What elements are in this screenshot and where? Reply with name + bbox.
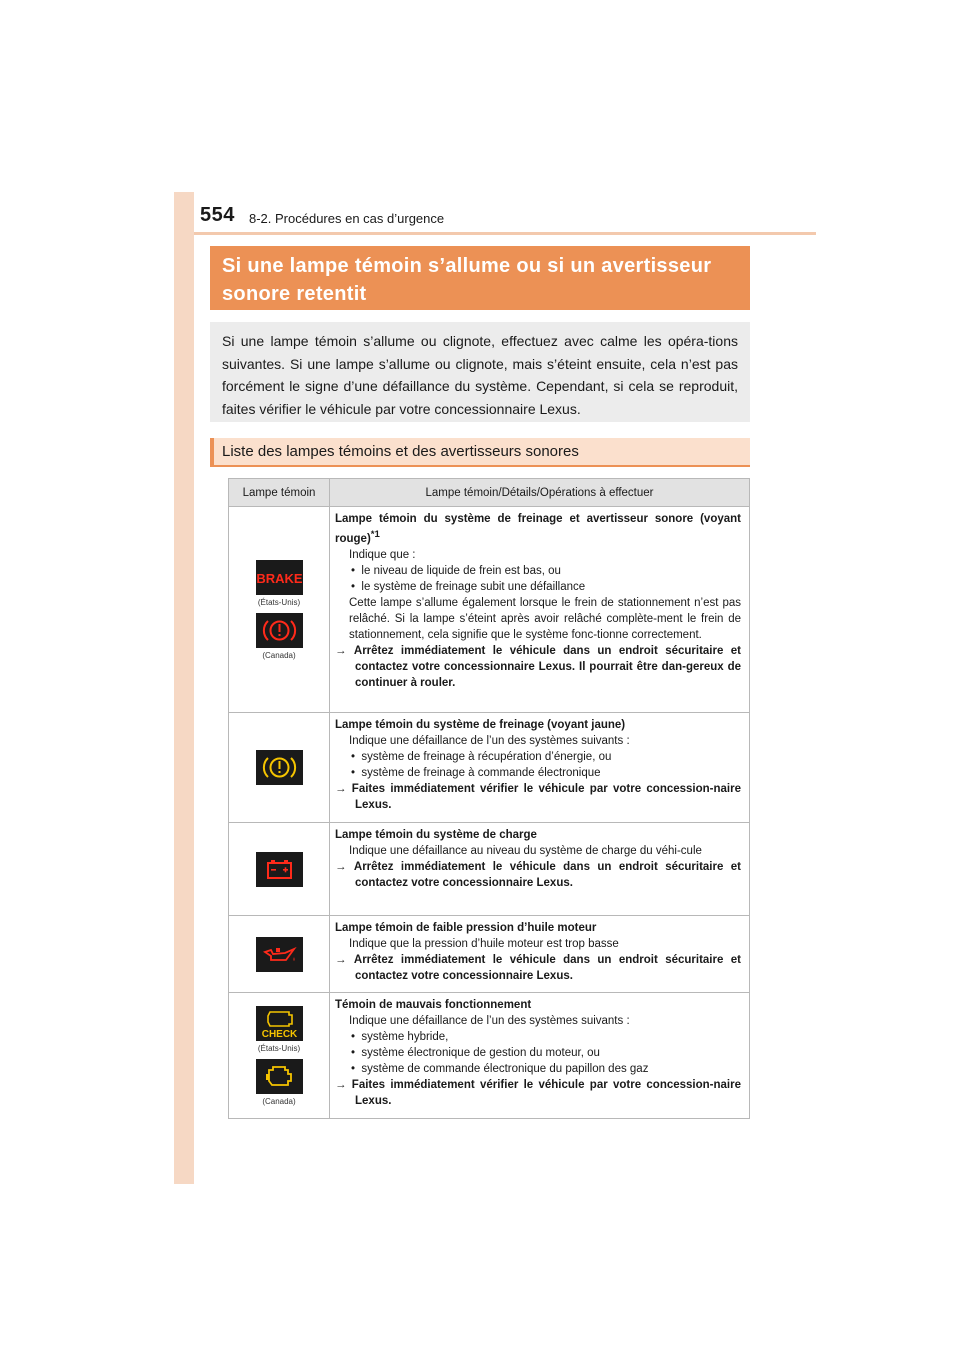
list-item: • système hybride, xyxy=(351,1031,449,1043)
list-item: • système électronique de gestion du moteur, ou xyxy=(351,1047,600,1059)
lamp-title: Lampe témoin de faible pression d’huile moteur xyxy=(335,922,597,934)
lamp-indicates: Indique une défaillance de l’un des systèmes suivants : xyxy=(349,1015,630,1027)
list-item: • système de commande électronique du papillon des gaz xyxy=(351,1063,649,1075)
side-margin-bar xyxy=(174,192,194,1184)
oil-pressure-icon xyxy=(256,937,303,972)
caption-canada: (Canada) xyxy=(262,650,296,660)
col-header-lamp: Lampe témoin xyxy=(229,479,330,507)
lamp-icon-cell xyxy=(229,916,330,993)
table-row xyxy=(229,993,750,1119)
lamp-description xyxy=(330,916,750,993)
caption-canada: (Canada) xyxy=(262,1096,296,1106)
check-engine-icon xyxy=(256,1059,303,1094)
list-item: • système de freinage à récupération d’énergie, ou xyxy=(351,751,612,763)
table-row xyxy=(229,916,750,993)
arrow-icon: → xyxy=(335,954,347,966)
list-item: • le système de freinage subit une défaillance xyxy=(351,580,586,593)
lamp-indicates: Indique que : xyxy=(349,548,416,561)
header-rule xyxy=(194,232,816,235)
svg-text:CHECK: CHECK xyxy=(261,1028,297,1040)
lamp-indicates: Indique que la pression d’huile moteur est trop basse xyxy=(349,938,619,950)
lamp-icon-cell xyxy=(229,507,330,713)
lamp-description xyxy=(330,823,750,916)
lamp-description xyxy=(330,993,750,1119)
list-item: • le niveau de liquide de frein est bas, ou xyxy=(351,564,561,577)
lamp-action: → Faites immédiatement vérifier le véhicule par votre concession-naire Lexus. xyxy=(335,1079,741,1107)
lamp-description xyxy=(330,713,750,823)
table-header-row xyxy=(229,479,750,507)
svg-text:BRAKE: BRAKE xyxy=(255,570,303,586)
caption-usa: (États-Unis) xyxy=(257,597,301,607)
lamp-description xyxy=(330,507,750,713)
lamp-icon-cell xyxy=(229,713,330,823)
brake-warning-red-icon xyxy=(256,613,303,648)
lamp-extra-note: Cette lampe s’allume également lorsque le frein de stationnement n’est pas relâché. Si la lampe s’éteint après avoir relâché complète-ment le frein de stationnement, cela signifie que le système fonc-tionne correctement. xyxy=(349,596,741,641)
sub-heading-accent xyxy=(210,438,214,465)
check-engine-text-icon xyxy=(256,1006,303,1041)
lamp-title: Lampe témoin du système de freinage et avertisseur sonore (voyant rouge)$^{*1}$ xyxy=(335,513,741,545)
lamp-icon-cell xyxy=(229,823,330,916)
caption-usa: (États-Unis) xyxy=(257,1043,301,1053)
warning-lamps-table xyxy=(228,478,750,1119)
lamp-title: Lampe témoin du système de charge xyxy=(335,829,537,841)
main-heading-line2: sonore retentit xyxy=(222,283,367,305)
lamp-action: → Arrêtez immédiatement le véhicule dans un endroit sécuritaire et contactez votre concessionnaire Lexus. xyxy=(335,954,741,982)
table-row xyxy=(229,823,750,916)
arrow-icon: → xyxy=(335,644,347,657)
table-row xyxy=(229,713,750,823)
lamp-indicates: Indique une défaillance de l’un des systèmes suivants : xyxy=(349,735,630,747)
sub-heading xyxy=(210,438,750,467)
page-number: 554 xyxy=(200,204,235,226)
brake-text-icon xyxy=(256,560,303,595)
main-heading xyxy=(210,246,750,310)
arrow-icon: → xyxy=(335,783,347,795)
lamp-action: → Faites immédiatement vérifier le véhicule par votre concession-naire Lexus. xyxy=(335,783,741,811)
arrow-icon: → xyxy=(335,1079,347,1091)
table-row xyxy=(229,507,750,713)
arrow-icon: → xyxy=(335,861,347,873)
lamp-action: → Arrêtez immédiatement le véhicule dans un endroit sécuritaire et contactez votre concessionnaire Lexus. xyxy=(335,861,741,889)
sub-heading-text: Liste des lampes témoins et des avertisseurs sonores xyxy=(222,443,579,460)
battery-icon xyxy=(256,852,303,887)
main-heading-line1: Si une lampe témoin s’allume ou si un avertisseur xyxy=(222,255,712,277)
list-item: • système de freinage à commande électronique xyxy=(351,767,601,779)
lamp-title: Témoin de mauvais fonctionnement xyxy=(335,999,532,1011)
lamp-title: Lampe témoin du système de freinage (voyant jaune) xyxy=(335,719,626,731)
col-header-details: Lampe témoin/Détails/Opérations à effectuer xyxy=(330,479,750,507)
brake-warning-yellow-icon xyxy=(256,750,303,785)
section-title: 8-2. Procédures en cas d’urgence xyxy=(249,211,445,226)
footnote-marker: *1 xyxy=(370,529,380,540)
lamp-indicates: Indique une défaillance au niveau du système de charge du véhi-cule xyxy=(349,845,702,857)
lamp-icon-cell xyxy=(229,993,330,1119)
intro-paragraph: Si une lampe témoin s’allume ou clignote, effectuez avec calme les opéra-tions suivantes. Si une lampe s’allume ou clignote, mais s’éteint ensuite, cela n’est pas forcément le signe d’une défaillance du système. Cependant, si cela se reproduit, faites vérifier le véhicule par votre concessionnaire Lexus. xyxy=(210,322,750,422)
lamp-action: → Arrêtez immédiatement le véhicule dans un endroit sécuritaire et contactez votre concessionnaire Lexus. Il pourrait être dan-gereux de continuer à rouler. xyxy=(335,644,741,689)
